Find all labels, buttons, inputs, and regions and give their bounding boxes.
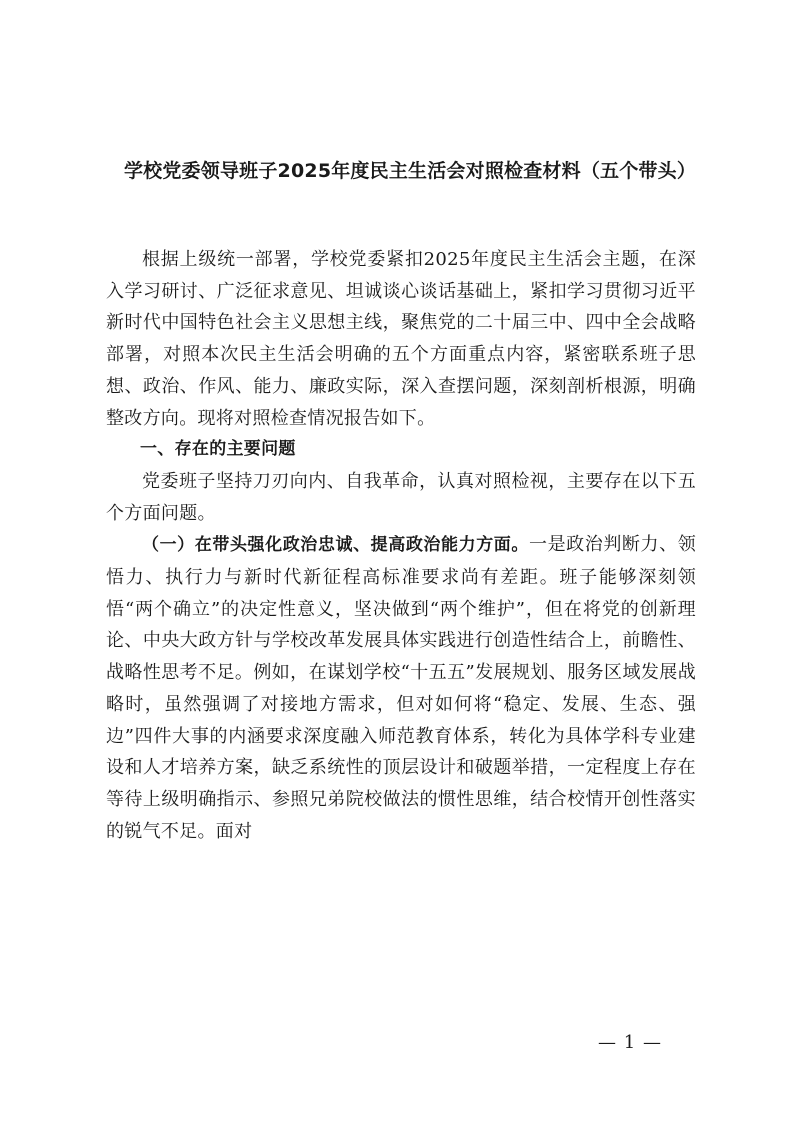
document-body (106, 244, 696, 847)
page-number: — 1 — (598, 1032, 662, 1053)
document-title: 学校党委领导班子2025年度民主生活会对照检查材料（五个带头） (123, 160, 697, 182)
section-heading: 一、存在的主要问题 (140, 439, 296, 460)
item-body: 一是政治判断力、领悟力、执行力与新时代新征程高标准要求尚有差距。班子能够深刻领悟“两个确立”的决定性意义，坚决做到“两个维护”，但在将党的创新理论、中央大政方针与学校改革发展具体实践进行创造性结合上，前瞻性、战略性思考不足。例如，在谋划学校“十五五”发展规划、服务区域发展战略时，虽然强调了对接地方需求，但对如何将“稳定、发展、生态、强边”四件大事的内涵要求深度融入师范教育体系，转化为具体学科专业建设和人才培养方案，缺乏系统性的顶层设计和破题举措，一定程度上存在等待上级明确指示、参照兄弟院校做法的惯性思维，结合校情开创性落实的锐气不足。面对 (106, 534, 697, 842)
item-lead: （一）在带头强化政治忠诚、提高政治能力方面。 (142, 535, 529, 556)
intro-paragraph: 根据上级统一部署，学校党委紧扣2025年度民主生活会主题，在深入学习研讨、广泛征求意见、坦诚谈心谈话基础上，紧扣学习贯彻习近平新时代中国特色社会主义思想主线，聚焦党的二十届三中、四中全会战略部署，对照本次民主生活会明确的五个方面重点内容，紧密联系班子思想、政治、作风、能力、廉政实际，深入查摆问题，深刻剖析根源，明确整改方向。现将对照检查情况报告如下。 (106, 249, 696, 429)
section-intro-paragraph: 党委班子坚持刀刃向内、自我革命，认真对照检视，主要存在以下五个方面问题。 (106, 470, 696, 524)
item-paragraph (106, 529, 696, 847)
